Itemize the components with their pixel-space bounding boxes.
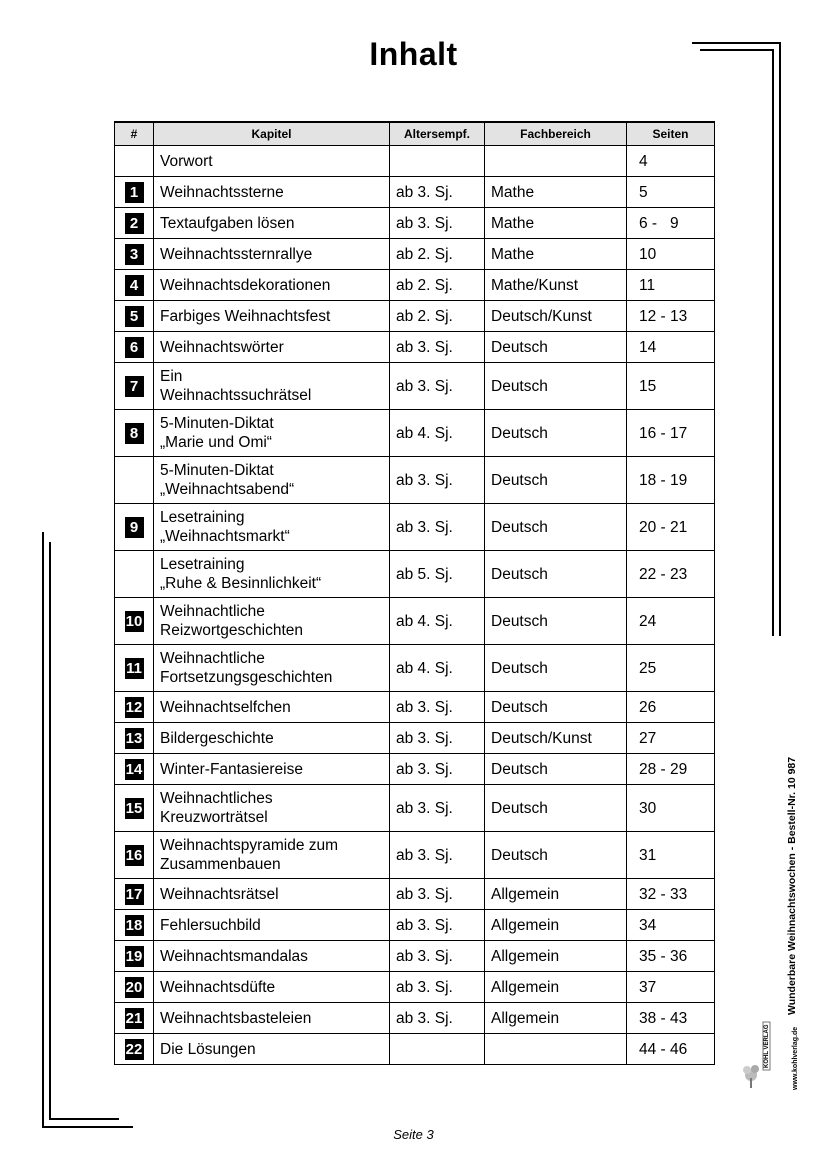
table-row <box>115 1034 715 1065</box>
subject-cell <box>485 1034 627 1065</box>
table-row <box>115 239 715 270</box>
chapter-title-cell <box>154 177 390 208</box>
age-recommendation-cell: ab 2. Sj. <box>390 301 485 332</box>
chapter-title-line: Weihnachtliche <box>160 603 265 620</box>
chapter-title-line: Reizwortgeschichten <box>160 622 304 639</box>
table-row <box>115 598 715 645</box>
subject-cell: Deutsch <box>485 332 627 363</box>
subject-cell: Mathe/Kunst <box>485 270 627 301</box>
chapter-title-line: Weihnachtselfchen <box>160 698 291 716</box>
age-recommendation-cell: ab 2. Sj. <box>390 239 485 270</box>
chapter-number-badge: 21 <box>125 1009 143 1027</box>
chapter-title-line: Lesetraining <box>160 509 245 526</box>
chapter-title-line: Farbiges Weihnachtsfest <box>160 307 331 325</box>
age-recommendation-cell: ab 3. Sj. <box>390 457 485 504</box>
chapter-title-line: Weihnachtssuchrätsel <box>160 387 312 404</box>
chapter-title-cell <box>154 692 390 723</box>
chapter-number-badge: 2 <box>125 213 144 234</box>
chapter-title-cell <box>154 1003 390 1034</box>
chapter-number-badge: 16 <box>125 846 143 864</box>
chapter-number-cell <box>115 832 154 879</box>
publisher-url: www.kohlverlag.de <box>792 1026 799 1090</box>
chapter-number-badge: 8 <box>125 423 144 444</box>
table-header-row <box>115 122 715 146</box>
chapter-title-cell <box>154 270 390 301</box>
chapter-title-cell <box>154 598 390 645</box>
chapter-title-cell <box>154 941 390 972</box>
chapter-title-cell <box>154 363 390 410</box>
table-row <box>115 645 715 692</box>
pages-cell: 27 <box>627 723 715 754</box>
chapter-number-badge: 10 <box>125 612 143 630</box>
table-row <box>115 363 715 410</box>
chapter-number-badge: 15 <box>125 799 143 817</box>
header-fachbereich: Fachbereich <box>485 122 627 146</box>
table-row <box>115 941 715 972</box>
chapter-title-line: Kreuzworträtsel <box>160 809 268 826</box>
table-row <box>115 410 715 457</box>
pages-cell: 34 <box>627 910 715 941</box>
table-row <box>115 832 715 879</box>
chapter-number-cell <box>115 785 154 832</box>
chapter-title-line: Zusammenbauen <box>160 856 281 873</box>
chapter-title-line: Bildergeschichte <box>160 729 274 747</box>
chapter-number-badge: 9 <box>125 517 144 538</box>
chapter-title-cell <box>154 332 390 363</box>
subject-cell: Mathe <box>485 208 627 239</box>
subject-cell: Deutsch <box>485 457 627 504</box>
age-recommendation-cell: ab 3. Sj. <box>390 832 485 879</box>
subject-cell: Deutsch <box>485 692 627 723</box>
frame-top-right-h1 <box>692 42 781 44</box>
frame-bottom-left-v1 <box>42 532 44 1128</box>
age-recommendation-cell: ab 3. Sj. <box>390 972 485 1003</box>
chapter-number-cell <box>115 972 154 1003</box>
chapter-number-cell <box>115 410 154 457</box>
table-row <box>115 754 715 785</box>
chapter-title-cell <box>154 879 390 910</box>
age-recommendation-cell: ab 3. Sj. <box>390 363 485 410</box>
table-body <box>115 146 715 1065</box>
header-kapitel: Kapitel <box>154 122 390 146</box>
table-row <box>115 270 715 301</box>
chapter-title-line: 5-Minuten-Diktat <box>160 462 274 479</box>
chapter-number-cell <box>115 1034 154 1065</box>
subject-cell: Mathe <box>485 239 627 270</box>
chapter-number-badge: 11 <box>126 659 142 677</box>
chapter-number-cell <box>115 457 154 504</box>
age-recommendation-cell <box>390 146 485 177</box>
chapter-number-cell <box>115 177 154 208</box>
chapter-title-line: Weihnachtsdekorationen <box>160 276 331 294</box>
subject-cell: Deutsch <box>485 785 627 832</box>
chapter-number-cell <box>115 941 154 972</box>
table-row <box>115 177 715 208</box>
chapter-title-line: Winter-Fantasiereise <box>160 760 303 778</box>
side-order-text: Wunderbare Weihnachtswochen - Bestell-Nr. 10 987 <box>786 756 798 1015</box>
chapter-title-cell <box>154 972 390 1003</box>
pages-cell: 4 <box>627 146 715 177</box>
age-recommendation-cell: ab 3. Sj. <box>390 208 485 239</box>
pages-cell: 18 - 19 <box>627 457 715 504</box>
chapter-number-cell <box>115 363 154 410</box>
chapter-number-cell <box>115 208 154 239</box>
chapter-title-cell <box>154 239 390 270</box>
chapter-title-cell <box>154 645 390 692</box>
table-row <box>115 972 715 1003</box>
svg-text:KOHL VERLAG: KOHL VERLAG <box>764 1024 770 1068</box>
contents-table <box>114 121 715 1065</box>
age-recommendation-cell: ab 3. Sj. <box>390 692 485 723</box>
chapter-number-badge: 22 <box>125 1040 143 1058</box>
chapter-title-line: Fortsetzungsgeschichten <box>160 669 333 686</box>
header-altersempf: Altersempf. <box>390 122 485 146</box>
chapter-title-line: Die Lösungen <box>160 1040 256 1058</box>
table-row <box>115 551 715 598</box>
pages-cell: 25 <box>627 645 715 692</box>
pages-cell: 35 - 36 <box>627 941 715 972</box>
chapter-number-badge: 14 <box>125 760 143 778</box>
chapter-number-badge: 7 <box>125 376 144 397</box>
chapter-title-cell <box>154 754 390 785</box>
table-row <box>115 301 715 332</box>
subject-cell: Allgemein <box>485 972 627 1003</box>
pages-cell: 22 - 23 <box>627 551 715 598</box>
chapter-title-line: „Ruhe & Besinnlichkeit“ <box>160 575 322 592</box>
frame-bottom-left-h2 <box>49 1118 119 1120</box>
chapter-title-line: 5-Minuten-Diktat <box>160 415 274 432</box>
chapter-title-cell <box>154 146 390 177</box>
subject-cell: Deutsch <box>485 598 627 645</box>
chapter-title-cell <box>154 785 390 832</box>
age-recommendation-cell: ab 3. Sj. <box>390 332 485 363</box>
chapter-title-cell <box>154 1034 390 1065</box>
pages-cell: 15 <box>627 363 715 410</box>
chapter-number-badge: 20 <box>125 978 143 996</box>
chapter-number-cell <box>115 270 154 301</box>
age-recommendation-cell: ab 3. Sj. <box>390 941 485 972</box>
age-recommendation-cell: ab 4. Sj. <box>390 410 485 457</box>
pages-cell: 37 <box>627 972 715 1003</box>
pages-cell: 14 <box>627 332 715 363</box>
age-recommendation-cell: ab 3. Sj. <box>390 785 485 832</box>
chapter-title-line: Textaufgaben lösen <box>160 214 295 232</box>
chapter-title-cell <box>154 832 390 879</box>
table-row <box>115 146 715 177</box>
subject-cell: Allgemein <box>485 879 627 910</box>
age-recommendation-cell: ab 4. Sj. <box>390 645 485 692</box>
chapter-title-line: Weihnachtsdüfte <box>160 978 276 996</box>
table-row <box>115 332 715 363</box>
chapter-title-line: Weihnachtssterne <box>160 183 284 201</box>
table-row <box>115 723 715 754</box>
subject-cell: Allgemein <box>485 910 627 941</box>
header-number: # <box>115 122 154 146</box>
table-row <box>115 785 715 832</box>
chapter-number-cell <box>115 551 154 598</box>
chapter-title-cell <box>154 910 390 941</box>
pages-cell: 26 <box>627 692 715 723</box>
age-recommendation-cell: ab 3. Sj. <box>390 910 485 941</box>
chapter-number-cell <box>115 598 154 645</box>
age-recommendation-cell: ab 3. Sj. <box>390 1003 485 1034</box>
table-row <box>115 692 715 723</box>
pages-cell: 5 <box>627 177 715 208</box>
chapter-title-line: Weihnachtsbasteleien <box>160 1009 312 1027</box>
chapter-title-line: Ein <box>160 368 183 385</box>
age-recommendation-cell: ab 2. Sj. <box>390 270 485 301</box>
chapter-number-cell <box>115 239 154 270</box>
subject-cell: Deutsch <box>485 645 627 692</box>
chapter-number-cell <box>115 1003 154 1034</box>
chapter-number-cell <box>115 504 154 551</box>
subject-cell: Mathe <box>485 177 627 208</box>
chapter-number-cell <box>115 645 154 692</box>
subject-cell: Deutsch <box>485 832 627 879</box>
chapter-title-cell <box>154 410 390 457</box>
subject-cell: Deutsch <box>485 410 627 457</box>
chapter-title-line: Fehlersuchbild <box>160 916 261 934</box>
chapter-title-cell <box>154 208 390 239</box>
table-row <box>115 504 715 551</box>
age-recommendation-cell: ab 3. Sj. <box>390 504 485 551</box>
chapter-number-cell <box>115 723 154 754</box>
chapter-number-badge: 1 <box>125 182 144 203</box>
chapter-number-badge: 12 <box>125 698 143 716</box>
chapter-number-cell <box>115 910 154 941</box>
age-recommendation-cell: ab 5. Sj. <box>390 551 485 598</box>
chapter-number-badge: 6 <box>125 337 144 358</box>
subject-cell: Deutsch <box>485 363 627 410</box>
table-row <box>115 208 715 239</box>
subject-cell: Deutsch <box>485 504 627 551</box>
pages-cell: 20 - 21 <box>627 504 715 551</box>
chapter-title-line: Weihnachtsrätsel <box>160 885 279 903</box>
chapter-title-cell <box>154 551 390 598</box>
table-row <box>115 1003 715 1034</box>
age-recommendation-cell: ab 4. Sj. <box>390 598 485 645</box>
pages-cell: 44 - 46 <box>627 1034 715 1065</box>
subject-cell: Deutsch/Kunst <box>485 301 627 332</box>
pages-cell: 12 - 13 <box>627 301 715 332</box>
chapter-number-badge: 4 <box>125 275 144 296</box>
age-recommendation-cell: ab 3. Sj. <box>390 723 485 754</box>
pages-cell: 38 - 43 <box>627 1003 715 1034</box>
frame-top-right-v2 <box>772 49 774 636</box>
chapter-number-badge: 19 <box>125 947 143 965</box>
subject-cell: Deutsch <box>485 551 627 598</box>
chapter-title-cell <box>154 301 390 332</box>
chapter-title-cell <box>154 504 390 551</box>
pages-cell: 32 - 33 <box>627 879 715 910</box>
chapter-number-badge: 17 <box>125 885 143 903</box>
table-row <box>115 457 715 504</box>
subject-cell: Allgemein <box>485 941 627 972</box>
chapter-number-cell <box>115 692 154 723</box>
pages-cell: 16 - 17 <box>627 410 715 457</box>
chapter-title-line: Vorwort <box>160 152 213 170</box>
age-recommendation-cell: ab 3. Sj. <box>390 754 485 785</box>
page-footer: Seite 3 <box>393 1127 434 1142</box>
chapter-title-line: Lesetraining <box>160 556 245 573</box>
pages-cell: 11 <box>627 270 715 301</box>
frame-top-right-h2 <box>700 49 774 51</box>
chapter-title-line: Weihnachtliches <box>160 790 273 807</box>
table-row <box>115 879 715 910</box>
chapter-title-line: Weihnachtssternrallye <box>160 245 313 263</box>
chapter-number-badge: 3 <box>125 244 144 265</box>
chapter-number-cell <box>115 301 154 332</box>
table-row <box>115 910 715 941</box>
page-title: Inhalt <box>369 36 458 72</box>
pages-cell: 30 <box>627 785 715 832</box>
chapter-number-cell <box>115 754 154 785</box>
chapter-title-line: Weihnachtspyramide zum <box>160 837 339 854</box>
chapter-number-cell <box>115 146 154 177</box>
frame-top-right-v1 <box>779 42 781 636</box>
chapter-title-line: „Weihnachtsmarkt“ <box>160 528 290 545</box>
subject-cell: Deutsch/Kunst <box>485 723 627 754</box>
pages-cell: 6 - 9 <box>627 208 715 239</box>
publisher-logo <box>741 1020 775 1090</box>
chapter-number-cell <box>115 879 154 910</box>
chapter-title-line: Weihnachtliche <box>160 650 265 667</box>
chapter-title-cell <box>154 457 390 504</box>
frame-bottom-left-v2 <box>49 542 51 1120</box>
chapter-number-badge: 18 <box>125 916 143 934</box>
chapter-title-line: Weihnachtswörter <box>160 338 284 356</box>
pages-cell: 24 <box>627 598 715 645</box>
age-recommendation-cell: ab 3. Sj. <box>390 177 485 208</box>
chapter-title-line: „Weihnachtsabend“ <box>160 481 295 498</box>
subject-cell <box>485 146 627 177</box>
pages-cell: 28 - 29 <box>627 754 715 785</box>
age-recommendation-cell <box>390 1034 485 1065</box>
pages-cell: 10 <box>627 239 715 270</box>
age-recommendation-cell: ab 3. Sj. <box>390 879 485 910</box>
chapter-number-badge: 13 <box>125 729 143 747</box>
chapter-title-cell <box>154 723 390 754</box>
subject-cell: Deutsch <box>485 754 627 785</box>
chapter-title-line: „Marie und Omi“ <box>160 434 272 451</box>
chapter-number-badge: 5 <box>125 306 144 327</box>
chapter-number-cell <box>115 332 154 363</box>
header-seiten: Seiten <box>627 122 715 146</box>
pages-cell: 31 <box>627 832 715 879</box>
subject-cell: Allgemein <box>485 1003 627 1034</box>
chapter-title-line: Weihnachtsmandalas <box>160 947 308 965</box>
